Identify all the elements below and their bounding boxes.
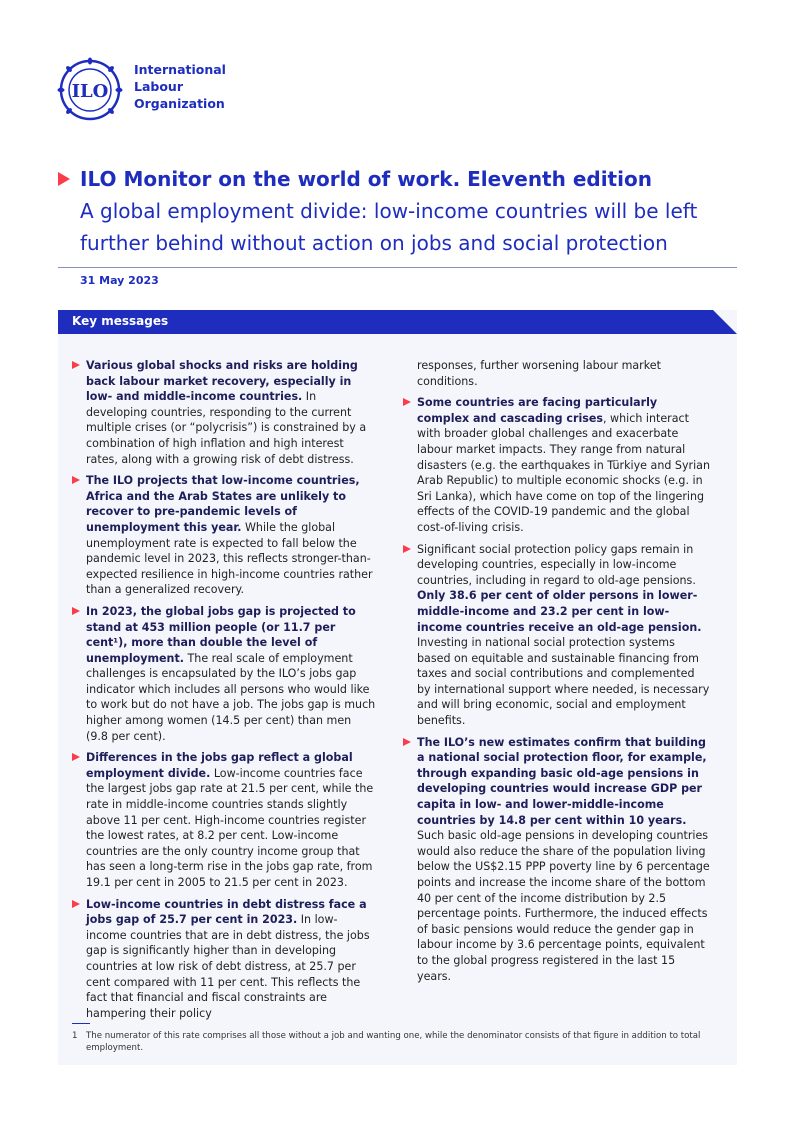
footnote [72,1031,712,1054]
key-message-text: In low-income countries that are in debt distress, the jobs gap is significantly higher than in developing countries at low risk of debt distress, at 25.7 per cent compared with 11 per cent. This reflects the fact that financial and fiscal constraints are hampering their policy [86,913,370,1020]
bullet-arrow-icon [403,738,411,746]
bullet-arrow-icon [72,753,80,761]
key-message-bold: Low-income countries in debt distress face a jobs gap of 25.7 per cent in 2023. [86,897,367,927]
svg-text:ILO: ILO [71,81,109,102]
key-message-text: Significant social protection policy gaps remain in developing countries, especially in low-income countries, including in regard to old-age pensions. [417,542,696,587]
key-message-bold: The ILO’s new estimates confirm that building a national social protection floor, for example, through expanding basic old-age pensions in developing countries would increase GDP per capita in low- and lower-middle-income countries by 14.8 per cent within 10 years. [417,735,707,827]
header-divider [58,267,737,268]
key-message-bold: In 2023, the global jobs gap is projected to stand at 453 million people (or 11.7 per cent¹), more than double the level of unemployment. [86,604,356,665]
title-block [58,165,738,259]
publication-date: 31 May 2023 [80,274,159,287]
key-message-text: , which interact with broader global challenges and exacerbate labour market impacts. They range from natural disasters (e.g. the earthquakes in Türkiye and Syrian Arab Republic) to multiple economic shocks (e.g. in Sri Lanka), which have come on top of the lingering effects of the COVID-19 pandemic and the global cost-of-living crisis. [417,411,711,534]
key-message-item [72,358,376,467]
key-message-bold: The ILO projects that low-income countries, Africa and the Arab States are unlikely to recover to pre-pandemic levels of unemployment this year. [86,474,360,534]
org-name-line2: Labour [134,79,183,94]
key-messages-header [58,310,737,334]
footnote-text: The numerator of this rate comprises all those without a job and wanting one, while the denominator consists of that figure in addition to total employment. [86,1031,701,1053]
key-message-item [403,735,711,985]
organization-name [134,61,226,112]
footnote-number: 1 [72,1031,78,1041]
key-message-item [72,473,376,598]
key-message-continuation: responses, further worsening labour market conditions. [417,359,661,388]
page-title [58,165,738,193]
key-message-text: Low-income countries face the largest jobs gap rate at 21.5 per cent, while the rate in middle-income countries stands slightly above 11 per cent. High-income countries register the lowest rates, at 8.2 per cent. Low-income countries are the only country income group that has seen a long-term rise in the jobs gap rate, from 19.1 per cent in 2005 to 21.5 per cent in 2023. [86,766,374,889]
org-name-line3: Organization [134,96,225,111]
org-name-line1: International [134,62,226,77]
key-message-text: The real scale of employment challenges is encapsulated by the ILO’s jobs gap indicator which includes all persons who would like to work but do not have a job. The jobs gap is much higher among women (14.5 per cent) than men (9.8 per cent). [86,651,376,743]
key-message-bold: Some countries are facing particularly complex and cascading crises [417,396,658,425]
key-message-item [72,604,376,744]
page-title-text: ILO Monitor on the world of work. Eleventh edition [80,167,652,191]
key-message-bold: Only 38.6 per cent of older persons in lower-middle-income and 23.2 per cent in low-income countries receive an old-age pension. [417,589,702,634]
key-message-text: While the global unemployment rate is expected to fall below the pandemic level in 2023, this reflects stronger-than-expected resilience in high-income countries rather than a generalized recovery. [86,520,373,597]
bullet-arrow-icon [72,607,80,615]
key-message-bold: Differences in the jobs gap reflect a global employment divide. [86,751,353,780]
key-message-item [72,897,376,1022]
ilo-emblem-icon [56,56,124,124]
bullet-arrow-icon [403,398,411,406]
subtitle-line1: A global employment divide: low-income countries will be left [80,199,698,223]
key-message-item [403,542,711,729]
key-messages-right-column [403,358,711,990]
bullet-arrow-icon [72,476,80,484]
subtitle-line2: further behind without action on jobs and social protection [80,231,668,255]
key-message-text: Investing in national social protection systems based on equitable and sustainable financing from taxes and social contributions and complemented by international support where needed, is necessary and will bring economic, social and employment benefits. [417,636,710,728]
bullet-arrow-icon [403,545,411,553]
key-messages-left-column [72,358,376,1027]
key-messages-heading: Key messages [72,314,169,328]
ilo-logo [56,56,226,120]
key-message-item [72,750,376,890]
title-arrow-icon [58,172,70,186]
bullet-arrow-icon [72,361,80,369]
key-message-text: Such basic old-age pensions in developing countries would also reduce the share of the population living below the US$2.15 PPP poverty line by 6 percentage points and increase the income share of the bottom 40 per cent of the income distribution by 2.5 percentage points. Furthermore, the induced effects of basic pensions would reduce the gender gap in labour income by 3.6 percentage points, equivalent to the global progress registered in the last 15 years. [417,829,710,983]
bullet-arrow-icon [72,900,80,908]
key-message-text: In developing countries, responding to the current multiple crises (or “polycrisis”) is constrained by a combination of high inflation and high interest rates, along with a growing risk of debt distress. [86,390,367,466]
footnote-divider [72,1023,90,1024]
key-message-item [403,395,711,535]
key-message-bold: Various global shocks and risks are holding back labour market recovery, especially in low- and middle-income countries. [86,359,358,404]
page-subtitle [58,195,738,259]
